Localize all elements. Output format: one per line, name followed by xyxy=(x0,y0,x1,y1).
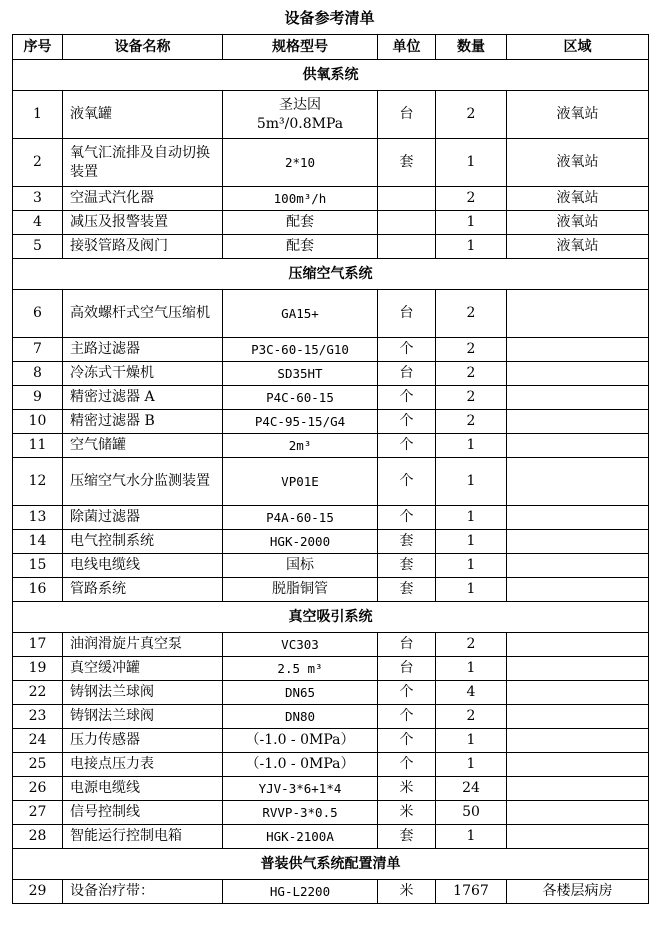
cell-name: 铸钢法兰球阀 xyxy=(63,705,223,729)
cell-unit: 个 xyxy=(378,753,436,777)
cell-no: 6 xyxy=(13,290,63,338)
cell-unit: 台 xyxy=(378,91,436,139)
cell-name: 电源电缆线 xyxy=(63,777,223,801)
table-row xyxy=(13,705,649,729)
cell-no: 3 xyxy=(13,187,63,211)
section-title: 真空吸引系统 xyxy=(13,602,649,633)
table-header-row xyxy=(13,35,649,60)
cell-no: 19 xyxy=(13,657,63,681)
cell-qty: 4 xyxy=(436,681,507,705)
cell-spec: SD35HT xyxy=(223,362,378,386)
cell-spec: P4A-60-15 xyxy=(223,506,378,530)
cell-unit: 个 xyxy=(378,410,436,434)
table-row xyxy=(13,386,649,410)
cell-spec: 脱脂铜管 xyxy=(223,578,378,602)
cell-unit: 套 xyxy=(378,139,436,187)
cell-qty: 1 xyxy=(436,554,507,578)
cell-area xyxy=(507,681,649,705)
header-unit: 单位 xyxy=(378,35,436,60)
cell-unit xyxy=(378,187,436,211)
cell-area: 各楼层病房 xyxy=(507,880,649,904)
table-row xyxy=(13,410,649,434)
table-row xyxy=(13,530,649,554)
table-row xyxy=(13,362,649,386)
header-name: 设备名称 xyxy=(63,35,223,60)
cell-no: 22 xyxy=(13,681,63,705)
cell-spec: GA15+ xyxy=(223,290,378,338)
cell-unit: 台 xyxy=(378,362,436,386)
cell-unit: 米 xyxy=(378,880,436,904)
cell-qty: 1 xyxy=(436,729,507,753)
cell-unit: 套 xyxy=(378,825,436,849)
cell-name: 信号控制线 xyxy=(63,801,223,825)
cell-qty: 1 xyxy=(436,657,507,681)
cell-name: 电接点压力表 xyxy=(63,753,223,777)
cell-spec: 圣达因 5m³/0.8MPa xyxy=(223,91,378,139)
cell-name: 冷冻式干燥机 xyxy=(63,362,223,386)
cell-no: 7 xyxy=(13,338,63,362)
cell-unit xyxy=(378,235,436,259)
cell-name: 空温式汽化器 xyxy=(63,187,223,211)
cell-area xyxy=(507,458,649,506)
cell-no: 26 xyxy=(13,777,63,801)
cell-unit: 套 xyxy=(378,530,436,554)
cell-no: 8 xyxy=(13,362,63,386)
table-row xyxy=(13,777,649,801)
cell-area xyxy=(507,530,649,554)
cell-no: 14 xyxy=(13,530,63,554)
cell-spec: 2m³ xyxy=(223,434,378,458)
cell-name: 智能运行控制电箱 xyxy=(63,825,223,849)
cell-unit: 套 xyxy=(378,578,436,602)
cell-spec: HG-L2200 xyxy=(223,880,378,904)
table-row xyxy=(13,434,649,458)
cell-qty: 2 xyxy=(436,386,507,410)
cell-spec: DN65 xyxy=(223,681,378,705)
cell-name: 精密过滤器 B xyxy=(63,410,223,434)
cell-area: 液氧站 xyxy=(507,211,649,235)
cell-name: 管路系统 xyxy=(63,578,223,602)
table-body xyxy=(13,60,649,904)
table-row xyxy=(13,825,649,849)
header-spec: 规格型号 xyxy=(223,35,378,60)
cell-qty: 2 xyxy=(436,91,507,139)
cell-name: 铸钢法兰球阀 xyxy=(63,681,223,705)
cell-area: 液氧站 xyxy=(507,235,649,259)
cell-unit: 个 xyxy=(378,458,436,506)
table-row xyxy=(13,211,649,235)
equipment-table xyxy=(12,34,649,904)
document-title: 设备参考清单 xyxy=(284,9,375,27)
cell-name: 精密过滤器 A xyxy=(63,386,223,410)
cell-no: 28 xyxy=(13,825,63,849)
table-row xyxy=(13,681,649,705)
cell-no: 17 xyxy=(13,633,63,657)
cell-unit: 个 xyxy=(378,338,436,362)
section-title: 压缩空气系统 xyxy=(13,259,649,290)
cell-spec: P4C-60-15 xyxy=(223,386,378,410)
cell-name: 设备治疗带： xyxy=(63,880,223,904)
cell-spec: HGK-2000 xyxy=(223,530,378,554)
section-title: 供氧系统 xyxy=(13,60,649,91)
cell-unit: 套 xyxy=(378,554,436,578)
table-row xyxy=(13,506,649,530)
cell-qty: 1 xyxy=(436,434,507,458)
cell-area xyxy=(507,633,649,657)
cell-qty: 1 xyxy=(436,211,507,235)
table-row xyxy=(13,753,649,777)
cell-spec: VC303 xyxy=(223,633,378,657)
table-row xyxy=(13,187,649,211)
cell-spec: 2.5 m³ xyxy=(223,657,378,681)
cell-no: 23 xyxy=(13,705,63,729)
cell-unit: 个 xyxy=(378,506,436,530)
cell-no: 25 xyxy=(13,753,63,777)
cell-no: 24 xyxy=(13,729,63,753)
cell-qty: 1 xyxy=(436,530,507,554)
cell-area xyxy=(507,705,649,729)
cell-unit: 米 xyxy=(378,777,436,801)
cell-area xyxy=(507,434,649,458)
cell-qty: 1 xyxy=(436,753,507,777)
cell-qty: 2 xyxy=(436,362,507,386)
cell-spec: 2*10 xyxy=(223,139,378,187)
cell-no: 16 xyxy=(13,578,63,602)
cell-name: 电线电缆线 xyxy=(63,554,223,578)
cell-qty: 1 xyxy=(436,578,507,602)
cell-spec: HGK-2100A xyxy=(223,825,378,849)
table-row xyxy=(13,729,649,753)
cell-qty: 2 xyxy=(436,705,507,729)
cell-area: 液氧站 xyxy=(507,91,649,139)
cell-spec: YJV-3*6+1*4 xyxy=(223,777,378,801)
cell-area xyxy=(507,362,649,386)
cell-area xyxy=(507,506,649,530)
cell-area xyxy=(507,753,649,777)
cell-spec: 配套 xyxy=(223,235,378,259)
cell-qty: 1767 xyxy=(436,880,507,904)
table-row xyxy=(13,633,649,657)
header-no: 序号 xyxy=(13,35,63,60)
cell-spec: RVVP-3*0.5 xyxy=(223,801,378,825)
cell-name: 压缩空气水分监测装置 xyxy=(63,458,223,506)
cell-unit: 个 xyxy=(378,434,436,458)
cell-area xyxy=(507,578,649,602)
table-row xyxy=(13,235,649,259)
cell-area xyxy=(507,801,649,825)
cell-no: 4 xyxy=(13,211,63,235)
cell-name: 接驳管路及阀门 xyxy=(63,235,223,259)
cell-area xyxy=(507,338,649,362)
cell-name: 油润滑旋片真空泵 xyxy=(63,633,223,657)
cell-no: 29 xyxy=(13,880,63,904)
table-row xyxy=(13,139,649,187)
cell-unit: 个 xyxy=(378,729,436,753)
cell-no: 12 xyxy=(13,458,63,506)
cell-area: 液氧站 xyxy=(507,187,649,211)
cell-qty: 2 xyxy=(436,187,507,211)
cell-spec: P4C-95-15/G4 xyxy=(223,410,378,434)
cell-spec: VP01E xyxy=(223,458,378,506)
cell-unit: 台 xyxy=(378,290,436,338)
cell-area xyxy=(507,657,649,681)
header-qty: 数量 xyxy=(436,35,507,60)
table-row xyxy=(13,554,649,578)
cell-area xyxy=(507,386,649,410)
table-row xyxy=(13,578,649,602)
cell-spec: （-1.0 - 0MPa） xyxy=(223,729,378,753)
section-row xyxy=(13,60,649,91)
cell-no: 10 xyxy=(13,410,63,434)
cell-qty: 2 xyxy=(436,410,507,434)
cell-qty: 2 xyxy=(436,290,507,338)
cell-unit: 台 xyxy=(378,657,436,681)
cell-area xyxy=(507,410,649,434)
cell-unit: 个 xyxy=(378,705,436,729)
cell-name: 除菌过滤器 xyxy=(63,506,223,530)
table-row xyxy=(13,657,649,681)
section-row xyxy=(13,259,649,290)
cell-area xyxy=(507,777,649,801)
cell-name: 液氧罐 xyxy=(63,91,223,139)
section-title: 普装供气系统配置清单 xyxy=(13,849,649,880)
cell-area xyxy=(507,554,649,578)
table-row xyxy=(13,801,649,825)
cell-spec: DN80 xyxy=(223,705,378,729)
cell-name: 压力传感器 xyxy=(63,729,223,753)
cell-area xyxy=(507,290,649,338)
cell-unit xyxy=(378,211,436,235)
cell-name: 空气储罐 xyxy=(63,434,223,458)
table-row xyxy=(13,880,649,904)
cell-unit: 个 xyxy=(378,681,436,705)
cell-name: 氧气汇流排及自动切换装置 xyxy=(63,139,223,187)
cell-no: 13 xyxy=(13,506,63,530)
cell-unit: 米 xyxy=(378,801,436,825)
cell-no: 15 xyxy=(13,554,63,578)
cell-spec: （-1.0 - 0MPa） xyxy=(223,753,378,777)
cell-spec: 100m³/h xyxy=(223,187,378,211)
cell-qty: 1 xyxy=(436,825,507,849)
cell-unit: 个 xyxy=(378,386,436,410)
cell-name: 电气控制系统 xyxy=(63,530,223,554)
cell-no: 1 xyxy=(13,91,63,139)
cell-qty: 50 xyxy=(436,801,507,825)
cell-area xyxy=(507,825,649,849)
section-row xyxy=(13,602,649,633)
cell-no: 9 xyxy=(13,386,63,410)
cell-qty: 1 xyxy=(436,458,507,506)
cell-no: 27 xyxy=(13,801,63,825)
cell-name: 真空缓冲罐 xyxy=(63,657,223,681)
table-row xyxy=(13,91,649,139)
cell-name: 高效螺杆式空气压缩机 xyxy=(63,290,223,338)
cell-no: 11 xyxy=(13,434,63,458)
cell-qty: 2 xyxy=(436,338,507,362)
cell-no: 5 xyxy=(13,235,63,259)
cell-unit: 台 xyxy=(378,633,436,657)
table-row xyxy=(13,458,649,506)
cell-spec: 国标 xyxy=(223,554,378,578)
header-area: 区域 xyxy=(507,35,649,60)
section-row xyxy=(13,849,649,880)
cell-qty: 1 xyxy=(436,139,507,187)
table-row xyxy=(13,338,649,362)
cell-qty: 1 xyxy=(436,506,507,530)
table-row xyxy=(13,290,649,338)
cell-qty: 24 xyxy=(436,777,507,801)
cell-spec: 配套 xyxy=(223,211,378,235)
cell-qty: 2 xyxy=(436,633,507,657)
cell-area: 液氧站 xyxy=(507,139,649,187)
cell-no: 2 xyxy=(13,139,63,187)
cell-spec: P3C-60-15/G10 xyxy=(223,338,378,362)
cell-name: 减压及报警装置 xyxy=(63,211,223,235)
cell-qty: 1 xyxy=(436,235,507,259)
cell-name: 主路过滤器 xyxy=(63,338,223,362)
cell-area xyxy=(507,729,649,753)
